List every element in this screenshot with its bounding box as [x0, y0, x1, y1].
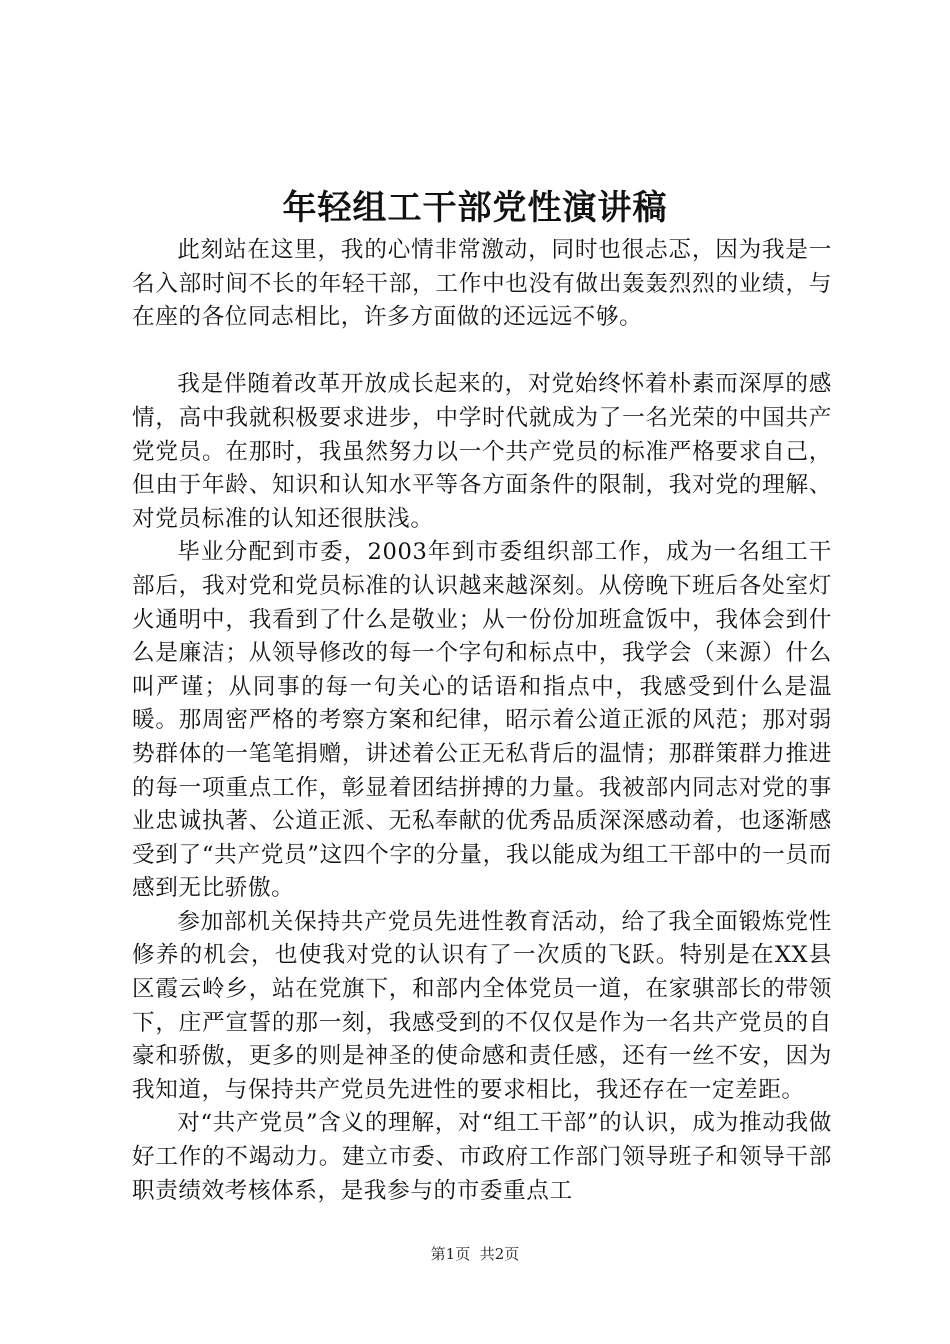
- page-footer: [0, 1244, 950, 1264]
- paragraph-1: 此刻站在这里，我的心情非常激动，同时也很忐忑，因为我是一名入部时间不长的年轻干部，工作中也没有做出轰轰烈烈的业绩，与在座的各位同志相比，许多方面做的还远远不够。: [132, 237, 832, 331]
- paragraph-4: 参加部机关保持共产党员先进性教育活动，给了我全面锻炼党性修养的机会，也使我对党的认识有了一次质的飞跃。特别是在XX县区霞云岭乡，站在党旗下，和部内全体党员一道，在家骐部长的带领下，庄严宣誓的那一刻，我感受到的不仅仅是作为一名共产党员的自豪和骄傲，更多的则是神圣的使命感和责任感，还有一丝不安，因为我知道，与保持共产党员先进性的要求相比，我还存在一定差距。: [132, 908, 832, 1103]
- page-total: 共2页: [479, 1245, 520, 1263]
- document-title: 年轻组工干部党性演讲稿: [282, 188, 668, 228]
- paragraph-2: 我是伴随着改革开放成长起来的，对党始终怀着朴素而深厚的感情，高中我就积极要求进步，中学时代就成为了一名光荣的中国共产党党员。在那时，我虽然努力以一个共产党员的标准严格要求自己，但由于年龄、知识和认知水平等各方面条件的限制，我对党的理解、对党员标准的认知还很肤浅。: [132, 371, 832, 532]
- document-body: [132, 234, 832, 1208]
- page-number: 第1页: [430, 1245, 471, 1263]
- paragraph-5: 对“共产党员”含义的理解，对“组工干部”的认识，成为推动我做好工作的不竭动力。建立市委、市政府工作部门领导班子和领导干部职责绩效考核体系，是我参与的市委重点工: [132, 1110, 832, 1204]
- paragraph-3: 毕业分配到市委，2003年到市委组织部工作，成为一名组工干部后，我对党和党员标准的认识越来越深刻。从傍晚下班后各处室灯火通明中，我看到了什么是敬业；从一份份加班盒饭中，我体会到什么是廉洁；从领导修改的每一个字句和标点中，我学会（来源）什么叫严谨；从同事的每一句关心的话语和指点中，我感受到什么是温暖。那周密严格的考察方案和纪律，昭示着公道正派的风范；那对弱势群体的一笔笔捐赠，讲述着公正无私背后的温情；那群策群力推进的每一项重点工作，彰显着团结拼搏的力量。我被部内同志对党的事业忠诚执著、公道正派、无私奉献的优秀品质深深感动着，也逐渐感受到了“共产党员”这四个字的分量，我以能成为组工干部中的一员而感到无比骄傲。: [132, 539, 832, 902]
